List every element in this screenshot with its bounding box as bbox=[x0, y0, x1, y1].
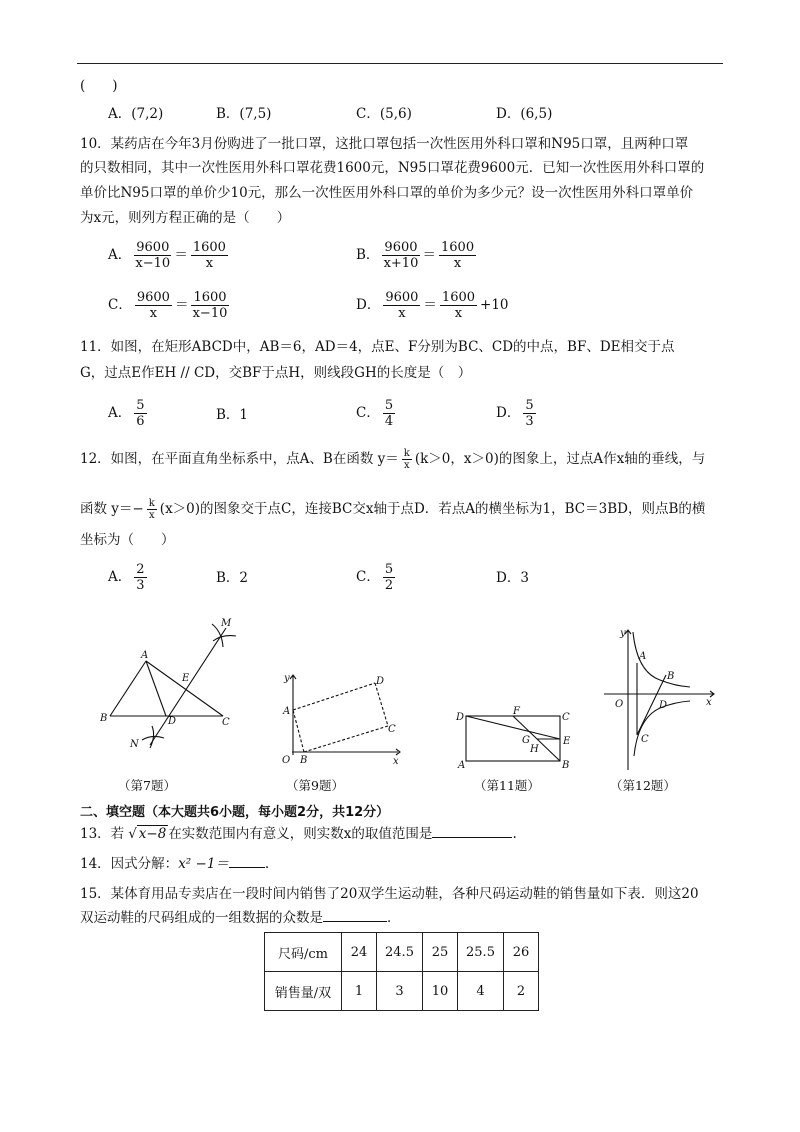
q12-option-d: D．3 bbox=[496, 570, 529, 586]
table-cell: 尺码/cm bbox=[265, 933, 342, 972]
q9-option-a: A．(7,2) bbox=[108, 106, 164, 122]
q10-option-d: D． $\frac{9600}{x}$ ＝ $\frac{1600}{x}$ +10 bbox=[356, 290, 509, 321]
table-cell: 24 bbox=[342, 933, 377, 972]
fig12-label-d: D bbox=[659, 700, 668, 711]
q9-option-b: B．(7,5) bbox=[216, 106, 272, 122]
q9-option-c: C．(5,6) bbox=[356, 106, 412, 122]
sqrt-sign: √ bbox=[128, 826, 137, 842]
fig7-label-n: N bbox=[130, 739, 139, 750]
q10-option-a: A． $\frac{9600}{x-10}$ ＝ $\frac{1600}{x}$ bbox=[108, 240, 226, 271]
q10-line-2: 的只数相同，其中一次性医用外科口罩花费1600元，N95口罩花费9600元．已知一次性医用外科口罩的 bbox=[80, 160, 705, 176]
fig11-label-d: D bbox=[456, 712, 465, 723]
table-cell: 24.5 bbox=[377, 933, 423, 972]
caption-fig12: （第12题） bbox=[610, 778, 676, 793]
q10-option-b: B． $\frac{9600}{x+10}$ ＝ $\frac{1600}{x}$ bbox=[356, 240, 475, 271]
fig12-label-x: x bbox=[706, 697, 712, 708]
q12-line-1: 12．如图，在平面直角坐标系中，点A、B在函数 y＝ $\frac{k}{x}$ (k＞0，x＞0)的图象上，过点A作x轴的垂线，与 bbox=[80, 448, 706, 471]
caption-fig11: （第11题） bbox=[474, 778, 540, 793]
table-cell: 3 bbox=[377, 972, 423, 1011]
q11-option-d: D． $\frac{5}{3}$ bbox=[496, 398, 534, 429]
fig11-label-e: E bbox=[563, 736, 571, 747]
fig11-label-f: F bbox=[513, 706, 520, 717]
q11-option-b: B．1 bbox=[216, 407, 249, 423]
q12-option-b: B．2 bbox=[216, 570, 249, 586]
fig7-label-e: E bbox=[182, 673, 190, 684]
fig9-label-o: O bbox=[282, 755, 291, 766]
table-cell: 2 bbox=[504, 972, 539, 1011]
fig9-label-x: x bbox=[393, 756, 399, 767]
q12-line-3: 坐标为（ ） bbox=[80, 532, 175, 548]
table-cell: 4 bbox=[458, 972, 504, 1011]
fig12-label-c: C bbox=[641, 734, 649, 745]
fig11-label-c: C bbox=[562, 712, 570, 723]
fig7-label-a: A bbox=[141, 650, 149, 661]
fig12-label-o: O bbox=[615, 699, 624, 710]
q15-line-1: 15．某体育用品专卖店在一段时间内销售了20双学生运动鞋，各种尺码运动鞋的销售量如下表．则这20 bbox=[80, 886, 699, 902]
table-cell: 25 bbox=[423, 933, 458, 972]
fig12-label-y: y bbox=[620, 628, 626, 639]
q15-line-2: 双运动鞋的尺码组成的一组数据的众数是 ． bbox=[80, 910, 401, 926]
shoe-size-table bbox=[264, 932, 539, 1011]
q10-line-1: 10．某药店在今年3月份购进了一批口罩，这批口罩包括一次性医用外科口罩和N95口罩，且两种口罩 bbox=[80, 136, 689, 152]
q10-line-4: 为x元，则列方程正确的是（ ） bbox=[80, 210, 291, 226]
q10-option-c: C． $\frac{9600}{x}$ ＝ $\frac{1600}{x-10}$ bbox=[108, 290, 228, 321]
q11-option-a: A． $\frac{5}{6}$ bbox=[108, 398, 145, 429]
caption-fig7: （第7题） bbox=[118, 778, 176, 793]
q10-line-3: 单价比N95口罩的单价少10元，那么一次性医用外科口罩的单价为多少元？设一次性医用外科口罩单价 bbox=[80, 185, 694, 201]
fig11-label-b: B bbox=[562, 760, 570, 771]
q13-answer-blank[interactable] bbox=[432, 837, 512, 838]
fig9-label-d: D bbox=[376, 676, 385, 687]
q14-line: 14．因式分解：x² −1＝ . bbox=[80, 856, 270, 872]
fig9-label-y: y bbox=[284, 673, 290, 684]
fig9-label-c: C bbox=[388, 724, 396, 735]
table-row bbox=[265, 972, 539, 1011]
section-2-title: 二、填空题（本大题共6小题，每小题2分，共12分） bbox=[80, 805, 390, 820]
table-row bbox=[265, 933, 539, 972]
table-cell: 10 bbox=[423, 972, 458, 1011]
fig7-label-c: C bbox=[222, 717, 230, 728]
fig9-label-a: A bbox=[283, 706, 291, 717]
q9-option-d: D．(6,5) bbox=[496, 106, 553, 122]
table-cell: 销售量/双 bbox=[265, 972, 342, 1011]
fig11-label-h: H bbox=[530, 744, 539, 755]
q13-line: 13．若 √ x−8 在实数范围内有意义，则实数x的取值范围是 . bbox=[80, 826, 517, 842]
fig11-label-g: G bbox=[522, 735, 530, 746]
q15-answer-blank[interactable] bbox=[323, 921, 387, 922]
q14-answer-blank[interactable] bbox=[229, 867, 265, 868]
table-cell: 25.5 bbox=[458, 933, 504, 972]
q12-option-a: A． $\frac{2}{3}$ bbox=[108, 562, 145, 593]
fig12-label-b: B bbox=[667, 671, 675, 682]
fig7-label-d: D bbox=[168, 716, 177, 727]
figure-7 bbox=[110, 624, 236, 748]
table-cell: 1 bbox=[342, 972, 377, 1011]
fig7-label-b: B bbox=[100, 713, 108, 724]
q11-option-c: C． $\frac{5}{4}$ bbox=[356, 398, 394, 429]
fig11-label-a: A bbox=[458, 760, 466, 771]
q12-option-c: C． $\frac{5}{2}$ bbox=[356, 562, 394, 593]
figure-9 bbox=[290, 675, 400, 755]
caption-fig9: （第9题） bbox=[286, 778, 344, 793]
q11-line-1: 11．如图，在矩形ABCD中，AB＝6，AD＝4，点E、F分别为BC、CD的中点，BF、DE相交于点 bbox=[80, 339, 675, 355]
fig9-label-b: B bbox=[300, 755, 308, 766]
fig12-label-a: A bbox=[639, 651, 647, 662]
q12-line-2: 函数 y＝− $\frac{k}{x}$ (x＞0)的图象交于点C，连接BC交x轴于点D．若点A的横坐标为1，BC＝3BD，则点B的横 bbox=[80, 498, 706, 521]
q11-line-2: G，过点E作EH // CD，交BF于点H，则线段GH的长度是（ ） bbox=[80, 365, 472, 381]
figure-11 bbox=[466, 716, 560, 761]
q9-bracket: ( ) bbox=[80, 78, 118, 94]
fig7-label-m: M bbox=[221, 618, 232, 629]
table-cell: 26 bbox=[504, 933, 539, 972]
